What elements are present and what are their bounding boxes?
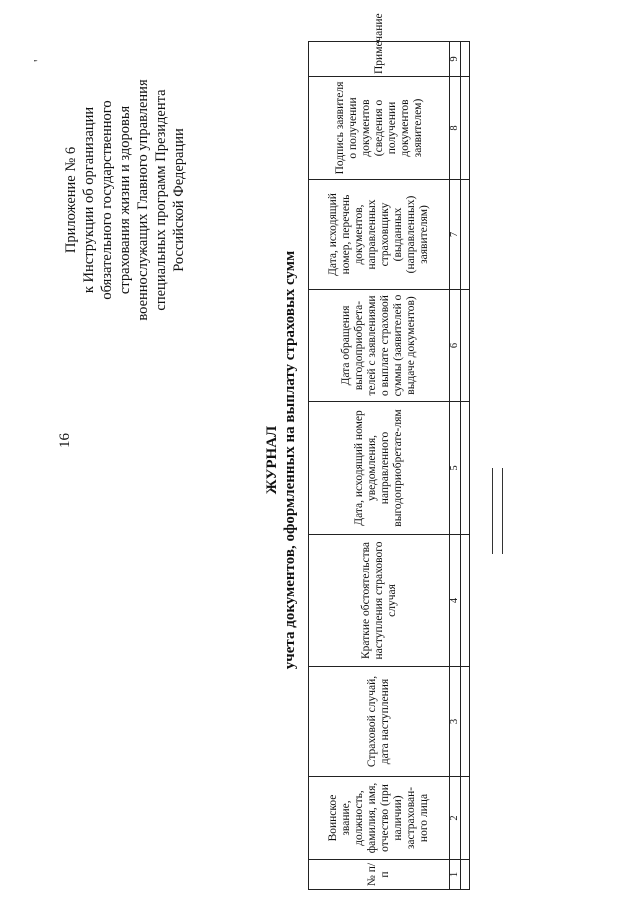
header-cell-insured-event: Страховой случай, дата наступления — [309, 667, 450, 777]
header-cell-applicant-signature: Подпись заявителя о получении документов (сведения о получении документов заявителем) — [309, 77, 450, 180]
table-cell — [461, 77, 470, 180]
appendix-title: Приложение № 6 — [63, 146, 79, 254]
column-number: 7 — [450, 180, 461, 290]
column-number: 2 — [450, 777, 461, 860]
appendix-line: обязательного государственного — [99, 100, 115, 300]
header-cell-notification: Дата, исходящий номер уведомления, направленного выгодоприобретате-лям — [309, 402, 450, 535]
table-cell — [461, 777, 470, 860]
table-row — [461, 42, 470, 890]
appendix-line: военнослужащих Главного управления — [135, 79, 151, 321]
journal-table — [308, 13, 470, 890]
header-cell-documents-sent: Дата, исходящий номер, перечень документов, направленных страховщику (выданных (направленных) заявителям) — [309, 180, 450, 290]
journal-heading — [263, 120, 299, 800]
appendix-line: страхования жизни и здоровья — [117, 105, 133, 295]
header-cell-number: № п/п — [309, 860, 450, 890]
appendix-line: специальных программ Президента — [153, 89, 169, 311]
table-cell — [461, 535, 470, 667]
page-number: 16 — [57, 433, 73, 448]
signature-line — [502, 468, 503, 554]
header-row — [309, 42, 450, 890]
column-numbers-row — [450, 42, 461, 890]
table-cell — [461, 667, 470, 777]
column-number: 9 — [450, 42, 461, 77]
appendix-line: к Инструкции об организации — [81, 106, 97, 294]
appendix-line: Российской Федерации — [171, 128, 187, 272]
column-number: 5 — [450, 402, 461, 535]
header-cell-application-date: Дата обращения выгодоприобрета-телей с заявлениями о выплате страховой суммы (заявителей о выдаче документов) — [309, 290, 450, 402]
appendix-block — [62, 65, 188, 335]
scan-speck: ' — [32, 59, 47, 62]
journal-subtitle: учета документов, оформленных на выплату страховых сумм — [282, 250, 298, 670]
column-number: 1 — [450, 860, 461, 890]
column-number: 6 — [450, 290, 461, 402]
document-page — [32, 13, 505, 890]
header-cell-circumstances: Краткие обстоятельства наступления страхового случая — [309, 535, 450, 667]
table-cell — [461, 290, 470, 402]
table-cell — [461, 402, 470, 535]
column-number: 4 — [450, 535, 461, 667]
column-number: 8 — [450, 77, 461, 180]
header-cell-insured-person: Воинское звание, должность, фамилия, имя, отчество (при наличии) застрахован-ного лица — [309, 777, 450, 860]
column-number: 3 — [450, 667, 461, 777]
table-cell — [461, 860, 470, 890]
journal-title: ЖУРНАЛ — [264, 425, 280, 495]
header-cell-note: Примечание — [309, 42, 450, 77]
signature-line — [492, 468, 493, 554]
table-cell — [461, 42, 470, 77]
table-cell — [461, 180, 470, 290]
